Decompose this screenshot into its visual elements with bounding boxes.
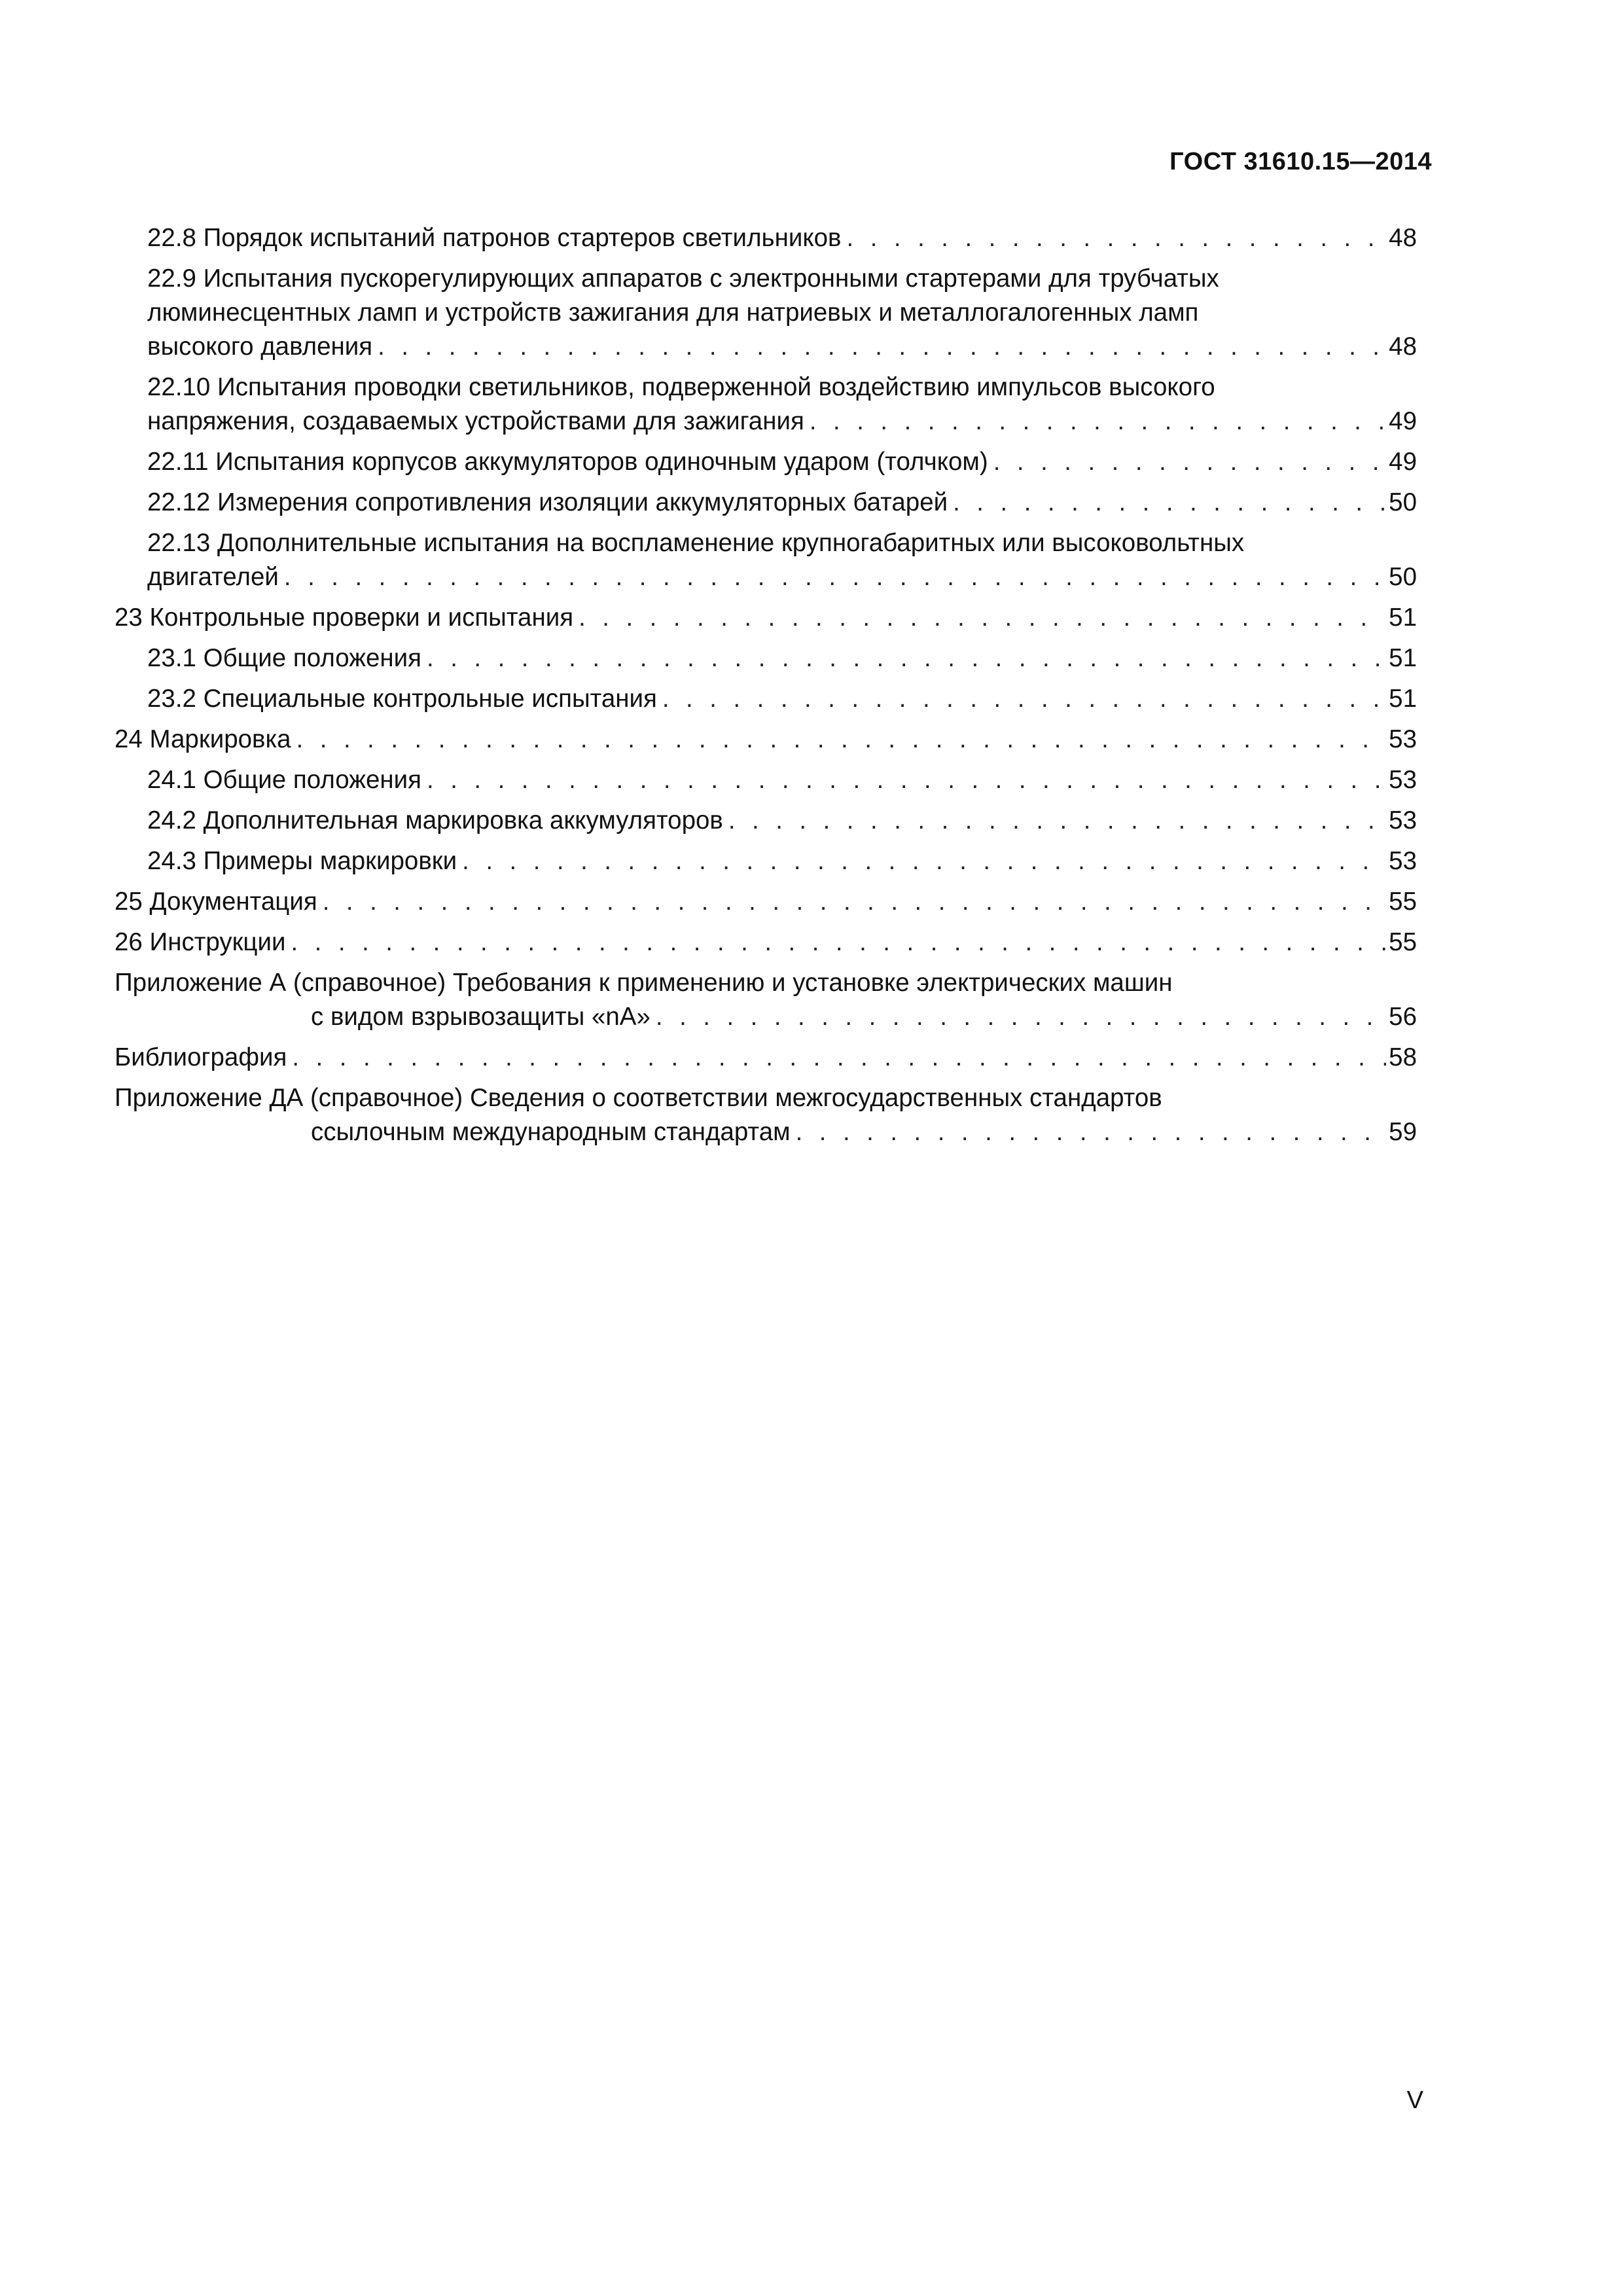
dot-leader	[796, 1115, 1387, 1149]
dot-leader	[296, 723, 1387, 757]
toc-entry-page-number: 56	[1389, 1003, 1417, 1031]
toc-entry-title: 24 Маркировка	[115, 725, 291, 753]
toc-entry[interactable]	[115, 804, 1417, 838]
dot-leader	[847, 221, 1387, 255]
toc-entry-page-number: 53	[1389, 725, 1417, 753]
toc-entry-line	[115, 723, 1417, 757]
toc-entry[interactable]	[115, 221, 1417, 255]
toc-entry[interactable]	[115, 885, 1417, 919]
dot-leader	[662, 682, 1386, 716]
toc-entry-title: 25 Документация	[115, 888, 317, 916]
toc-entry-page-number: 51	[1389, 685, 1417, 713]
toc-entry-line	[115, 601, 1417, 635]
page-number: V	[1406, 2087, 1423, 2114]
dot-leader	[427, 763, 1386, 797]
toc-entry-title-line: 22.9 Испытания пускорегулирующих аппаратов с электронными стартерами для трубчатых	[147, 264, 1219, 293]
dot-leader	[284, 560, 1386, 594]
dot-leader	[427, 641, 1386, 675]
toc-entry-line	[115, 885, 1417, 919]
toc-entry[interactable]	[115, 723, 1417, 757]
toc-entry-page-number: 58	[1389, 1043, 1417, 1071]
dot-leader	[728, 804, 1386, 838]
toc-entry[interactable]	[115, 844, 1417, 878]
toc-entry-title: с видом взрывозащиты «nA»	[311, 1003, 651, 1031]
toc-entry-title: ссылочным международным стандартам	[311, 1118, 791, 1146]
toc-entry[interactable]	[115, 682, 1417, 716]
toc-entry-line	[147, 445, 1417, 479]
dot-leader	[993, 445, 1386, 479]
dot-leader	[656, 1000, 1386, 1034]
toc-entry[interactable]	[115, 966, 1417, 1034]
dot-leader	[378, 330, 1386, 364]
toc-entry-title: 24.1 Общие положения	[147, 766, 421, 794]
toc-entry-title: 23.1 Общие положения	[147, 644, 421, 672]
table-of-contents	[115, 221, 1417, 1156]
toc-entry-line	[147, 404, 1417, 439]
toc-entry-line	[147, 844, 1417, 878]
toc-entry-line	[147, 804, 1417, 838]
toc-entry-page-number: 51	[1389, 603, 1417, 632]
toc-entry-line	[147, 641, 1417, 675]
toc-entry-title: двигателей	[147, 563, 279, 591]
toc-entry-line	[115, 925, 1417, 960]
toc-entry[interactable]	[115, 641, 1417, 675]
dot-leader	[291, 925, 1386, 960]
toc-entry-line	[147, 330, 1417, 364]
toc-entry[interactable]	[115, 445, 1417, 479]
toc-entry[interactable]	[115, 763, 1417, 797]
toc-entry[interactable]	[115, 526, 1417, 594]
toc-entry-line	[115, 1041, 1417, 1075]
toc-entry-page-number: 50	[1389, 563, 1417, 591]
toc-entry-title: Библиография	[115, 1043, 287, 1071]
toc-entry-page-number: 49	[1389, 407, 1417, 435]
toc-entry-line	[147, 486, 1417, 520]
toc-entry-title-line: Приложение ДА (справочное) Сведения о соответствии межгосударственных стандартов	[115, 1084, 1162, 1112]
toc-entry[interactable]	[115, 262, 1417, 364]
toc-entry-title-line: Приложение А (справочное) Требования к применению и установке электрических машин	[115, 969, 1173, 997]
toc-entry-page-number: 53	[1389, 847, 1417, 875]
dot-leader	[323, 885, 1386, 919]
toc-entry-page-number: 51	[1389, 644, 1417, 672]
toc-entry[interactable]	[115, 925, 1417, 960]
toc-entry-line	[147, 682, 1417, 716]
toc-entry-title: 26 Инструкции	[115, 928, 286, 956]
toc-entry-page-number: 49	[1389, 448, 1417, 476]
toc-entry[interactable]	[115, 486, 1417, 520]
toc-entry-page-number: 48	[1389, 224, 1417, 252]
document-code-header: ГОСТ 31610.15—2014	[1169, 148, 1432, 175]
toc-entry-title: 22.12 Измерения сопротивления изоляции аккумуляторных батарей	[147, 488, 948, 516]
toc-entry[interactable]	[115, 1081, 1417, 1149]
dot-leader	[462, 844, 1386, 878]
toc-entry-title: 23 Контрольные проверки и испытания	[115, 603, 574, 632]
toc-entry-page-number: 55	[1389, 928, 1417, 956]
toc-entry-line	[147, 221, 1417, 255]
dot-leader	[292, 1041, 1386, 1075]
toc-entry-title: 23.2 Специальные контрольные испытания	[147, 685, 657, 713]
dot-leader	[810, 404, 1386, 439]
toc-entry[interactable]	[115, 1041, 1417, 1075]
toc-entry-line	[115, 1115, 1417, 1149]
toc-entry-line	[115, 1000, 1417, 1034]
toc-entry-page-number: 53	[1389, 766, 1417, 794]
toc-entry-page-number: 59	[1389, 1118, 1417, 1146]
toc-entry-title-line: люминесцентных ламп и устройств зажигания для натриевых и металлогалогенных ламп	[147, 298, 1199, 327]
dot-leader	[953, 486, 1386, 520]
toc-entry-page-number: 48	[1389, 332, 1417, 361]
toc-entry-line	[147, 560, 1417, 594]
toc-entry-title: напряжения, создаваемых устройствами для зажигания	[147, 407, 804, 435]
toc-entry-title: 24.3 Примеры маркировки	[147, 847, 457, 875]
toc-entry-title: 24.2 Дополнительная маркировка аккумуляторов	[147, 806, 723, 834]
toc-entry-title-line: 22.13 Дополнительные испытания на воспламенение крупногабаритных или высоковольтных	[147, 529, 1245, 557]
toc-entry-title: 22.11 Испытания корпусов аккумуляторов одиночным ударом (толчком)	[147, 448, 988, 476]
toc-entry-line	[147, 763, 1417, 797]
toc-entry-title-line: 22.10 Испытания проводки светильников, подверженной воздействию импульсов высокого	[147, 373, 1215, 401]
toc-entry-page-number: 50	[1389, 488, 1417, 516]
toc-entry-page-number: 55	[1389, 888, 1417, 916]
toc-entry-title: 22.8 Порядок испытаний патронов стартеров светильников	[147, 224, 842, 252]
dot-leader	[579, 601, 1386, 635]
toc-entry-title: высокого давления	[147, 332, 373, 361]
toc-entry[interactable]	[115, 601, 1417, 635]
toc-entry-page-number: 53	[1389, 806, 1417, 834]
toc-entry[interactable]	[115, 370, 1417, 439]
